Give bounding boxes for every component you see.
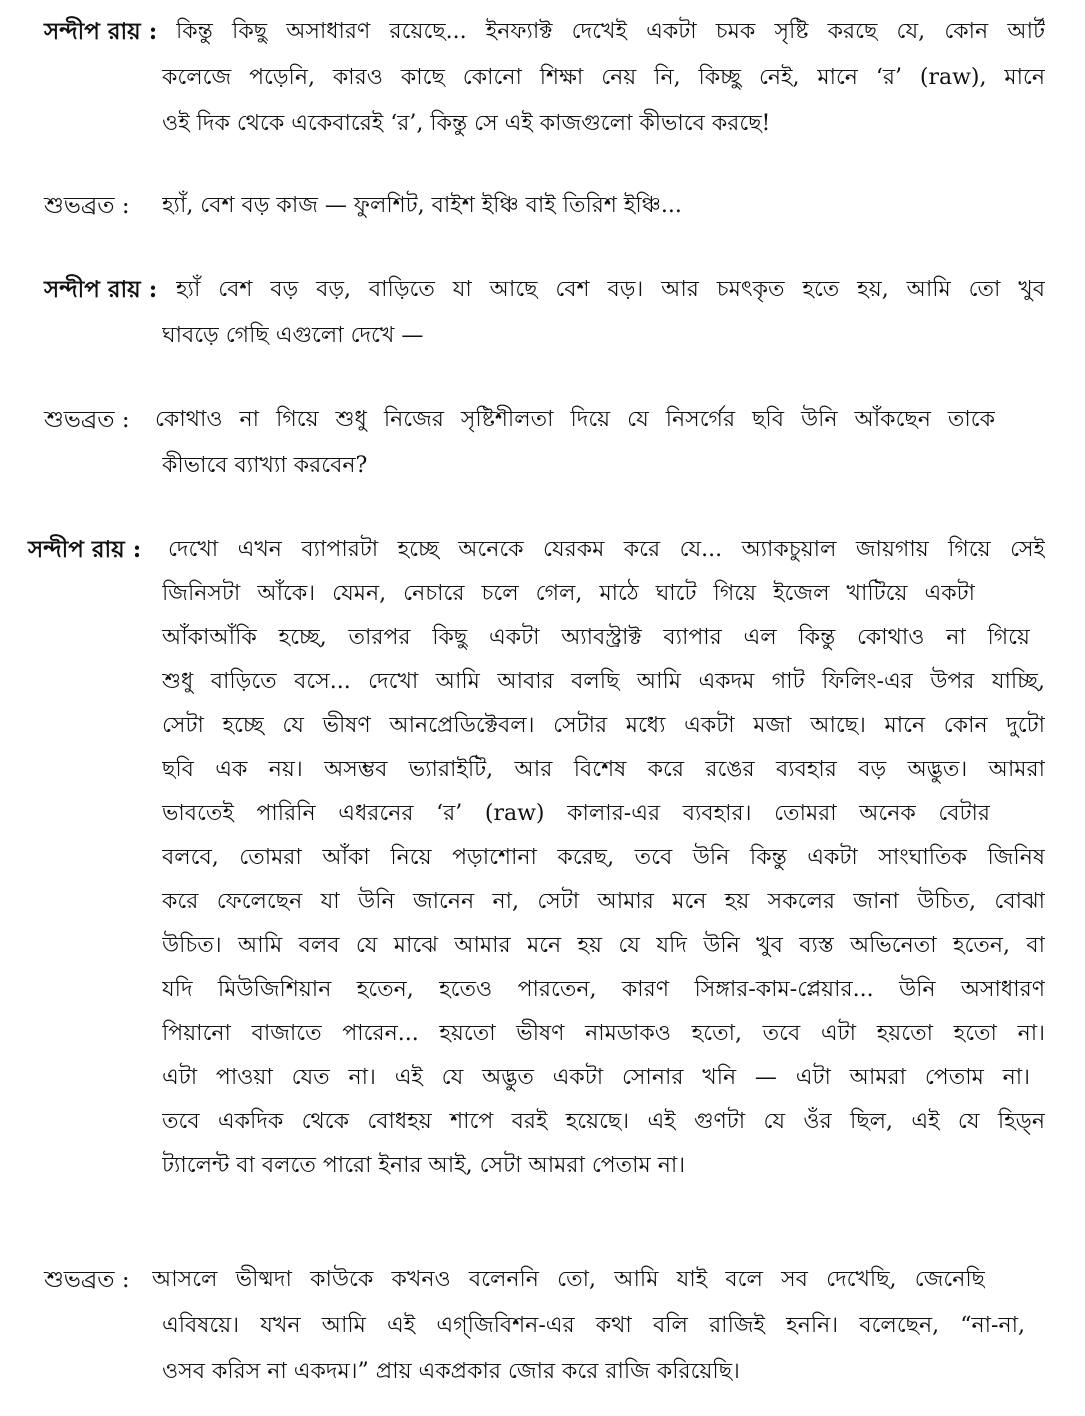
dialogue-line: কোথাও না গিয়ে শুধু নিজের সৃষ্টিশীলতা দিয়ে যে নিসর্গের ছবি উনি আঁকছেন তাকে [155, 407, 995, 432]
dialogue-line: বলবে, তোমরা আঁকা নিয়ে পড়াশোনা করেছ, তবে উনি কিন্তু একটা সাংঘাতিক জিনিষ [162, 845, 1045, 870]
dialogue-line: এটা পাওয়া যেত না। এই যে অদ্ভুত একটা সোনার খনি — এটা আমরা পেতাম না। [162, 1065, 1030, 1090]
dialogue-line: ওই দিক থেকে একেবারেই ‘র’, কিন্তু সে এই কাজগুলো কীভাবে করছে! [162, 111, 771, 136]
dialogue-line: শুধু বাড়িতে বসে... দেখো আমি আবার বলছি আমি একদম গাট ফিলিং-এর উপর যাচ্ছি, [162, 669, 1045, 694]
dialogue-line: ওসব করিস না একদম।” প্রায় একপ্রকার জোর করে রাজি করিয়েছি। [162, 1359, 740, 1384]
speaker-label: সন্দীপ রায় : [28, 536, 142, 563]
dialogue-line: হ্যাঁ, বেশ বড় কাজ — ফুলশিট, বাইশ ইঞ্চি বাই তিরিশ ইঞ্চি... [162, 193, 682, 218]
dialogue-line: জিনিসটা আঁকে। যেমন, নেচারে চলে গেল, মাঠে ঘাটে গিয়ে ইজেল খাটিয়ে একটা [162, 581, 975, 606]
speaker-label: সন্দীপ রায় : [44, 18, 158, 45]
dialogue-line: ছবি এক নয়। অসম্ভব ভ্যারাইটি, আর বিশেষ করে রঙের ব্যবহার বড় অদ্ভুত। আমরা [162, 757, 1045, 782]
dialogue-line: তবে একদিক থেকে বোধহয় শাপে বরই হয়েছে। এই গুণটা যে ওঁর ছিল, এই যে হিড্‌ন [162, 1109, 1045, 1134]
dialogue-line: করে ফেলেছেন যা উনি জানেন না, সেটা আমার মনে হয় সকলের জানা উচিত, বোঝা [162, 889, 1045, 914]
dialogue-line: যদি মিউজিশিয়ান হতেন, হতেও পারতেন, কারণ সিঙ্গার-কাম-প্লেয়ার... উনি অসাধারণ [162, 977, 1045, 1002]
dialogue-line: এবিষয়ে। যখন আমি এই এগ্‌জিবিশন-এর কথা বলি রাজিই হননি। বলেছেন, “না-না, [162, 1313, 1025, 1338]
dialogue-line: ঘাবড়ে গেছি এগুলো দেখে — [162, 323, 424, 348]
dialogue-line: সেটা হচ্ছে যে ভীষণ আনপ্রেডিক্টেবল। সেটার মধ্যে একটা মজা আছে। মানে কোন দুটো [162, 713, 1045, 738]
speaker-label: শুভব্রত : [44, 407, 130, 433]
dialogue-line: পিয়ানো বাজাতে পারেন... হয়তো ভীষণ নামডাকও হতো, তবে এটা হয়তো হতো না। [162, 1021, 1045, 1046]
dialogue-line: আসলে ভীষ্মদা কাউকে কখনও বলেননি তো, আমি যাই বলে সব দেখেছি, জেনেছি [152, 1267, 985, 1292]
dialogue-line: ভাবতেই পারিনি এধরনের ‘র’ (raw) কালার-এর ব্যবহার। তোমরা অনেক বেটার [162, 801, 990, 826]
speaker-label: সন্দীপ রায় : [44, 276, 158, 303]
dialogue-line: আঁকাআঁকি হচ্ছে, তারপর কিছু একটা অ্যাবস্ট্রাক্ট ব্যাপার এল কিন্তু কোথাও না গিয়ে [162, 625, 1030, 650]
dialogue-line: কলেজে পড়েনি, কারও কাছে কোনো শিক্ষা নেয় নি, কিচ্ছু নেই, মানে ‘র’ (raw), মানে [162, 65, 1045, 90]
dialogue-line: কিন্তু কিছু অসাধারণ রয়েছে... ইনফ্যাক্ট দেখেই একটা চমক সৃষ্টি করছে যে, কোন আর্ট [176, 19, 1045, 44]
dialogue-line: উচিত। আমি বলব যে মাঝে আমার মনে হয় যে যদি উনি খুব ব্যস্ত অভিনেতা হতেন, বা [162, 933, 1045, 958]
speaker-label: শুভব্রত : [44, 1267, 130, 1293]
dialogue-line: হ্যাঁ বেশ বড় বড়, বাড়িতে যা আছে বেশ বড়। আর চমৎকৃত হতে হয়, আমি তো খুব [176, 277, 1045, 302]
dialogue-line: ট্যালেন্ট বা বলতে পারো ইনার আই, সেটা আমরা পেতাম না। [162, 1153, 686, 1178]
dialogue-line: দেখো এখন ব্যাপারটা হচ্ছে অনেকে যেরকম করে যে... অ্যাকচুয়াল জায়গায় গিয়ে সেই [168, 537, 1045, 562]
speaker-label: শুভব্রত : [44, 193, 130, 219]
dialogue-line: কীভাবে ব্যাখ্যা করবেন? [162, 453, 368, 478]
